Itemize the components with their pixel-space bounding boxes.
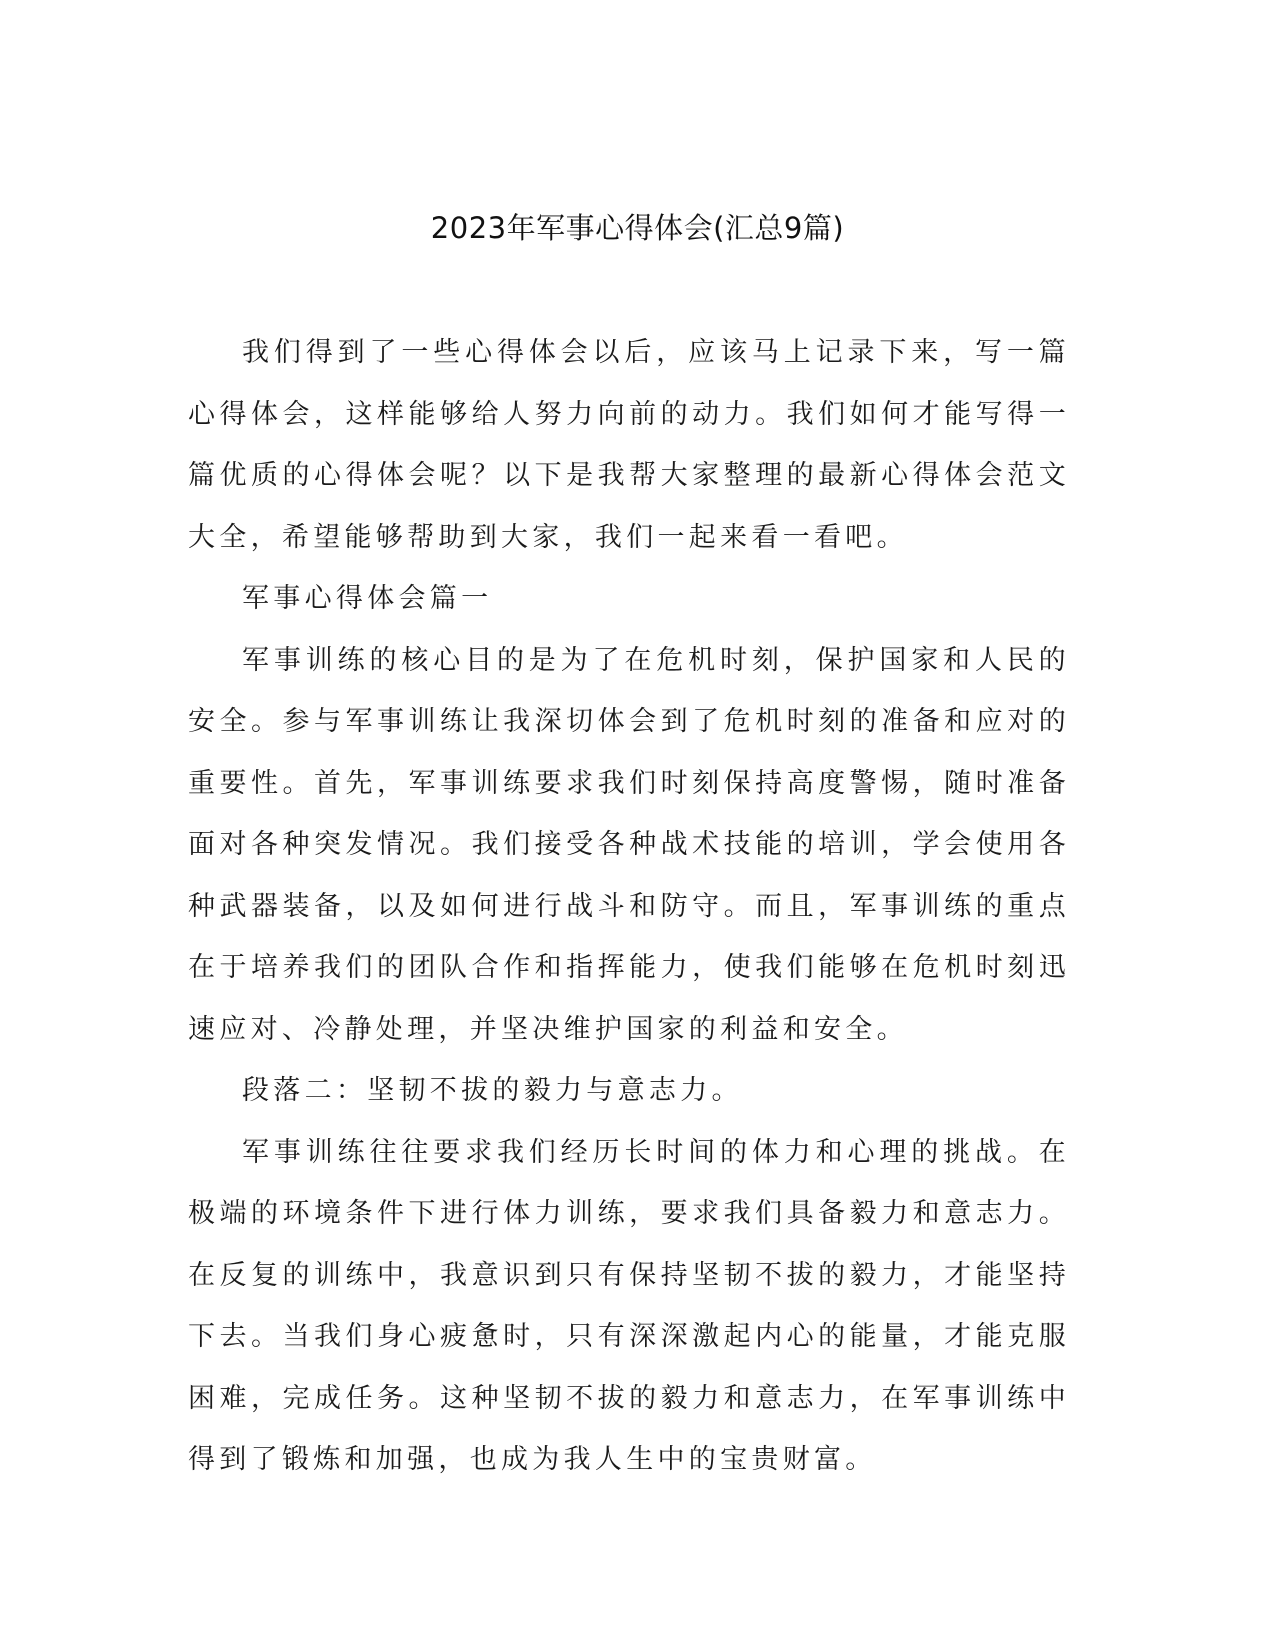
section-heading-1: 军事心得体会篇一 xyxy=(242,583,493,614)
body-paragraph-1: 军事训练的核心目的是为了在危机时刻，保护国家和人民的安全。参与军事训练让我深切体会到了危机时刻的准备和应对的重要性。首先，军事训练要求我们时刻保持高度警惕，随时准备面对各种突发情况。我们接受各种战术技能的培训，学会使用各种武器装备，以及如何进行战斗和防守。而且，军事训练的重点在于培养我们的团队合作和指挥能力，使我们能够在危机时刻迅速应对、冷静处理，并坚决维护国家的利益和安全。 xyxy=(188,644,1070,1045)
document-title: 2023年军事心得体会(汇总9篇) xyxy=(430,211,845,245)
intro-paragraph: 我们得到了一些心得体会以后，应该马上记录下来，写一篇心得体会，这样能够给人努力向前的动力。我们如何才能写得一篇优质的心得体会呢？以下是我帮大家整理的最新心得体会范文大全，希望能够帮助到大家，我们一起来看一看吧。 xyxy=(188,337,1070,553)
body-paragraph-2: 军事训练往往要求我们经历长时间的体力和心理的挑战。在极端的环境条件下进行体力训练，要求我们具备毅力和意志力。在反复的训练中，我意识到只有保持坚韧不拔的毅力，才能坚持下去。当我们身心疲惫时，只有深深激起内心的能量，才能克服困难，完成任务。这种坚韧不拔的毅力和意志力，在军事训练中得到了锻炼和加强，也成为我人生中的宝贵财富。 xyxy=(188,1136,1070,1475)
document-body xyxy=(188,322,1070,1491)
section-heading-2: 段落二：坚韧不拔的毅力与意志力。 xyxy=(242,1075,743,1106)
